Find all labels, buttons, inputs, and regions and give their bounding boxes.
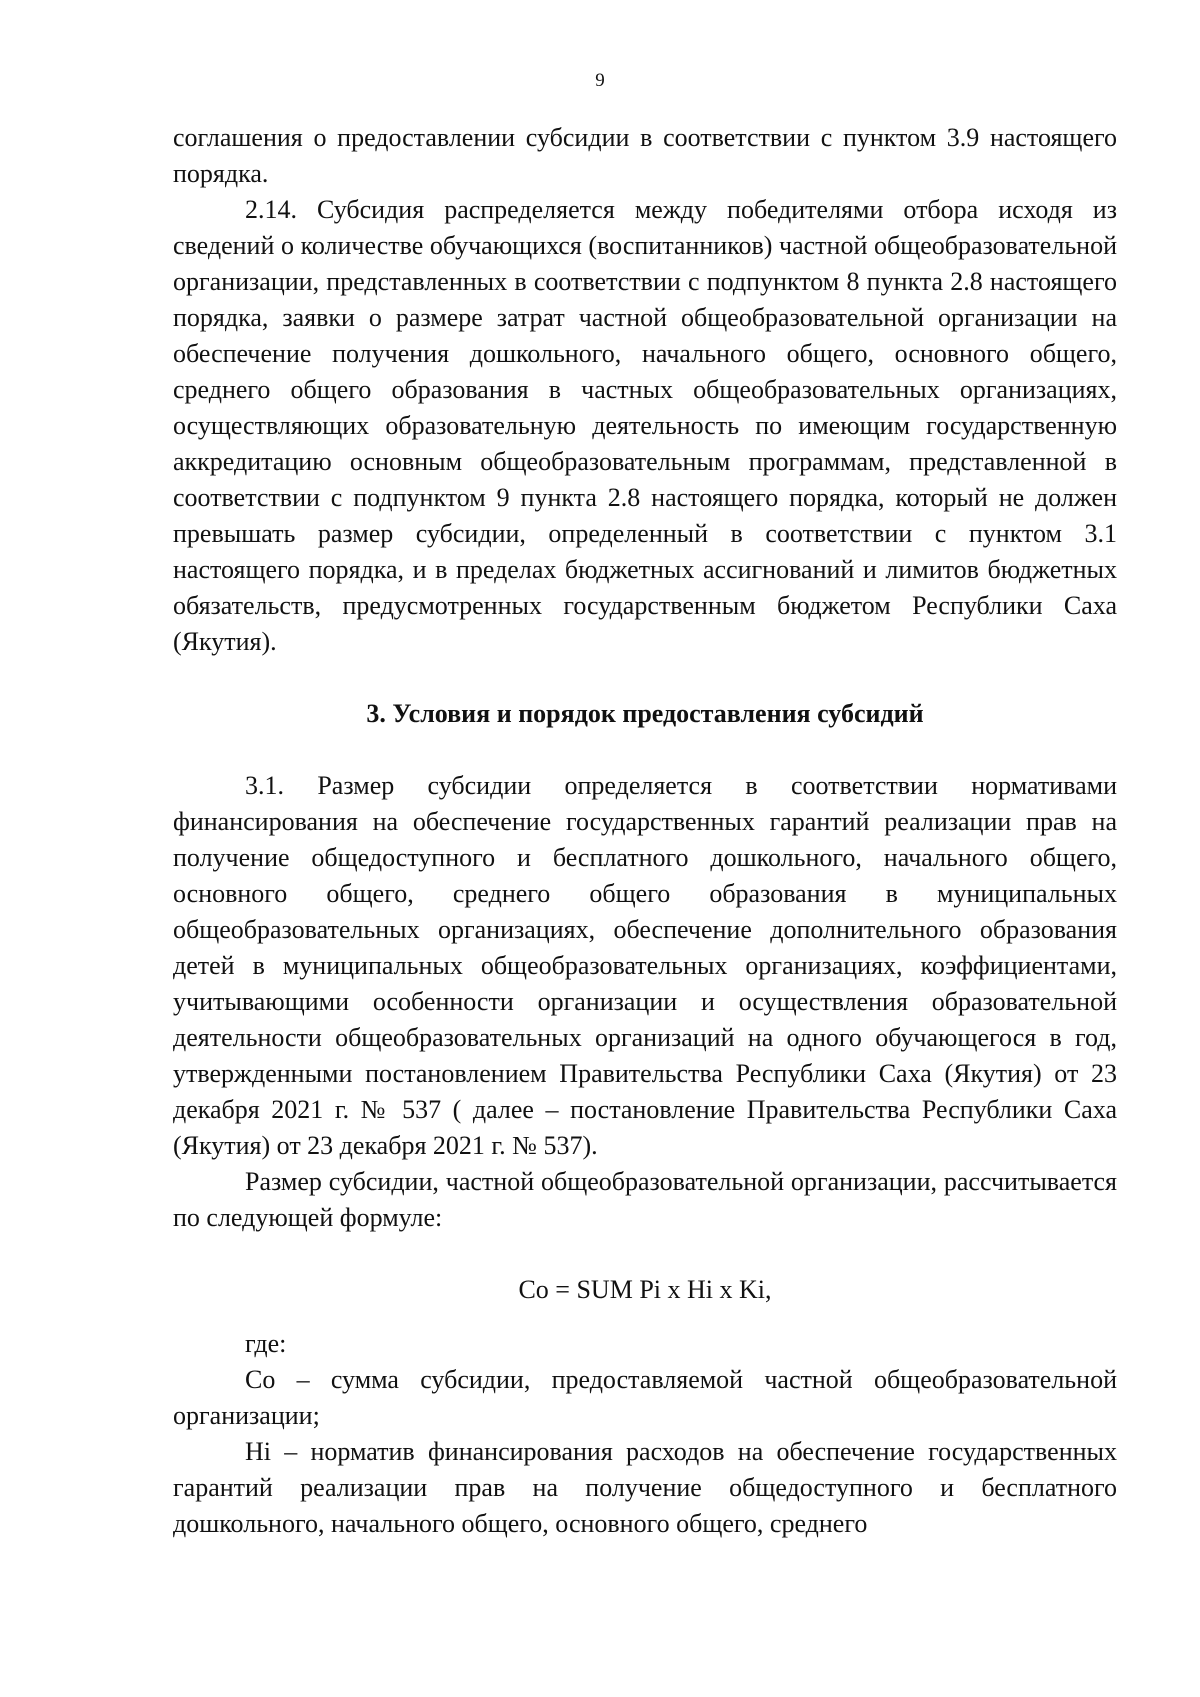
paragraph-2-14: 2.14. Субсидия распределяется между победителями отбора исходя из сведений о количестве обучающихся (воспитанников) частной общеобразовательной организации, представленных в соответствии с подпунктом 8 пункта 2.8 настоящего порядка, заявки о размере затрат частной общеобразовательной организации на обеспечение получения дошкольного, начального общего, основного общего, среднего общего образования в частных общеобразовательных организациях, осуществляющих образовательную деятельность по имеющим государственную аккредитацию основным общеобразовательным программам, представленной в соответствии с подпунктом 9 пункта 2.8 настоящего порядка, который не должен превышать размер субсидии, определенный в соответствии с пунктом 3.1 настоящего порядка, и в пределах бюджетных ассигнований и лимитов бюджетных обязательств, предусмотренных государственным бюджетом Республики Саха (Якутия).	[173, 195, 1117, 656]
definition-co: Со – сумма субсидии, предоставляемой частной общеобразовательной организации;	[173, 1365, 1117, 1430]
paragraph-formula-intro: Размер субсидии, частной общеобразовательной организации, рассчитывается по следующей формуле:	[173, 1167, 1117, 1232]
formula: Со = SUM Pi x Hi x Ki,	[518, 1275, 772, 1304]
document-body	[173, 120, 1117, 1542]
page-number: 9	[595, 70, 605, 91]
paragraph-continuation: соглашения о предоставлении субсидии в соответствии с пунктом 3.9 настоящего порядка.	[173, 123, 1117, 188]
definition-hi: Hi – норматив финансирования расходов на обеспечение государственных гарантий реализации прав на получение общедоступного и бесплатного дошкольного, начального общего, основного общего, среднего	[173, 1437, 1117, 1538]
paragraph-3-1: 3.1. Размер субсидии определяется в соответствии нормативами финансирования на обеспечение государственных гарантий реализации прав на получение общедоступного и бесплатного дошкольного, начального общего, основного общего, среднего общего образования в муниципальных общеобразовательных организациях, обеспечение дополнительного образования детей в муниципальных общеобразовательных организациях, коэффициентами, учитывающими особенности организации и осуществления образовательной деятельности общеобразовательных организаций на одного обучающегося в год, утвержденными постановлением Правительства Республики Саха (Якутия) от 23 декабря 2021 г. № 537 ( далее – постановление Правительства Республики Саха (Якутия) от 23 декабря 2021 г. № 537).	[173, 771, 1117, 1160]
section-heading: 3. Условия и порядок предоставления субсидий	[366, 699, 924, 728]
paragraph-where: где:	[245, 1329, 287, 1358]
